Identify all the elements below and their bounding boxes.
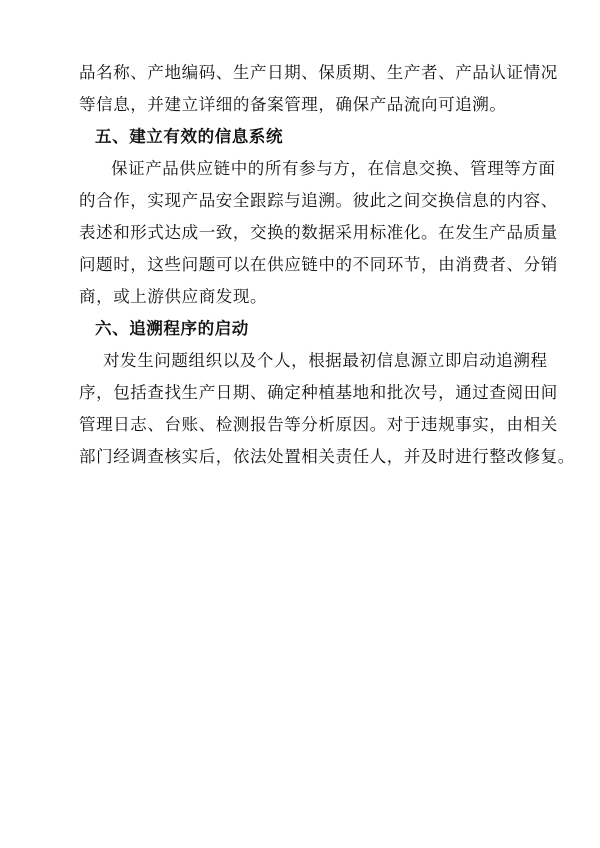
section-heading-5: 五、建立有效的信息系统 [95,127,284,146]
paragraph-line: 表述和形式达成一致，交换的数据采用标准化。在发生产品质量 [79,223,558,242]
paragraph-line: 问题时，这些问题可以在供应链中的不同环节，由消费者、分销 [79,255,558,274]
section-heading-6: 六、追溯程序的启动 [95,319,249,338]
paragraph-line: 序，包括查找生产日期、确定种植基地和批次号，通过查阅田间 [79,383,558,402]
paragraph-line: 管理日志、台账、检测报告等分析原因。对于违规事实，由相关 [79,415,558,434]
paragraph-line: 部门经调查核实后，依法处置相关责任人，并及时进行整改修复。 [79,447,575,466]
paragraph-line: 品名称、产地编码、生产日期、保质期、生产者、产品认证情况 [79,63,558,82]
paragraph-line: 保证产品供应链中的所有参与方，在信息交换、管理等方面 [111,159,556,178]
paragraph-line: 对发生问题组织以及个人，根据最初信息源立即启动追溯程 [103,351,548,370]
paragraph-line: 的合作，实现产品安全跟踪与追溯。彼此之间交换信息的内容、 [79,191,558,210]
paragraph-line: 商，或上游供应商发现。 [79,287,268,306]
paragraph-line: 等信息，并建立详细的备案管理，确保产品流向可追溯。 [79,95,507,114]
